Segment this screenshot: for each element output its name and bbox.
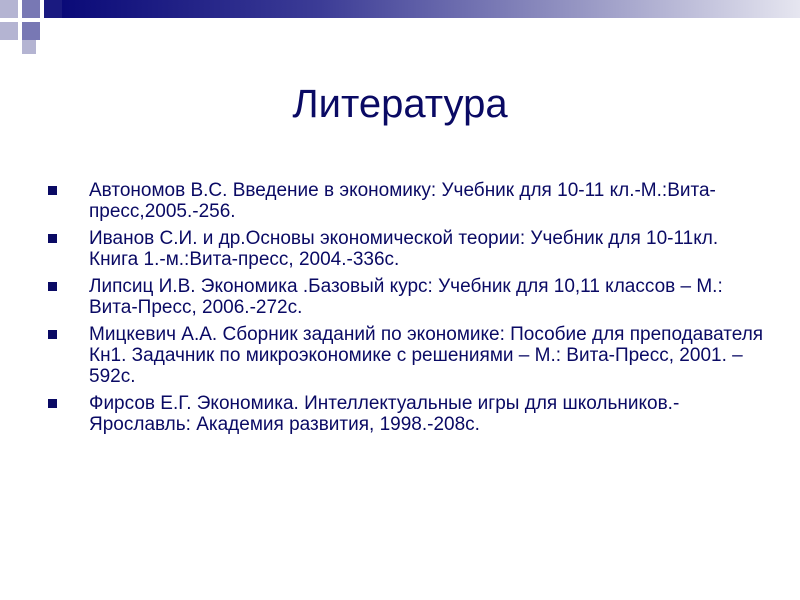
list-item-text: Автономов В.С. Введение в экономику: Учебник для 10-11 кл.-М.:Вита-пресс,2005.-256. (89, 180, 716, 222)
page-title: Литература (292, 82, 508, 126)
decorative-squares (0, 0, 70, 60)
bibliography-list (48, 180, 768, 441)
square-bullet-icon (48, 399, 57, 408)
list-item (48, 393, 768, 435)
square-bullet-icon (48, 330, 57, 339)
decor-square (0, 22, 18, 40)
decor-square (0, 0, 18, 18)
list-item (48, 180, 768, 222)
decor-square (44, 0, 62, 18)
square-bullet-icon (48, 282, 57, 291)
list-item-text: Мицкевич А.А. Сборник заданий по экономике: Пособие для преподавателя Кн1. Задачник по микроэкономике с решениями – М.: Вита-Пресс, 2001. – 592с. (89, 324, 764, 387)
list-item-text: Фирсов Е.Г. Экономика. Интеллектуальные игры для школьников.- Ярославль: Академия развития, 1998.-208с. (89, 393, 680, 435)
list-item-text: Иванов С.И. и др.Основы экономической теории: Учебник для 10-11кл. Книга 1.-м.:Вита-пресс, 2004.-336с. (89, 228, 719, 270)
square-bullet-icon (48, 186, 57, 195)
list-item (48, 276, 768, 318)
decor-square (22, 22, 40, 40)
square-bullet-icon (48, 234, 57, 243)
list-item (48, 324, 768, 387)
list-item-text: Липсиц И.В. Экономика .Базовый курс: Учебник для 10,11 классов – М.: Вита-Пресс, 2006.-272с. (89, 276, 723, 318)
list-item (48, 228, 768, 270)
decor-square (22, 0, 40, 18)
header-gradient-bar (62, 0, 800, 18)
decor-square (22, 40, 36, 54)
